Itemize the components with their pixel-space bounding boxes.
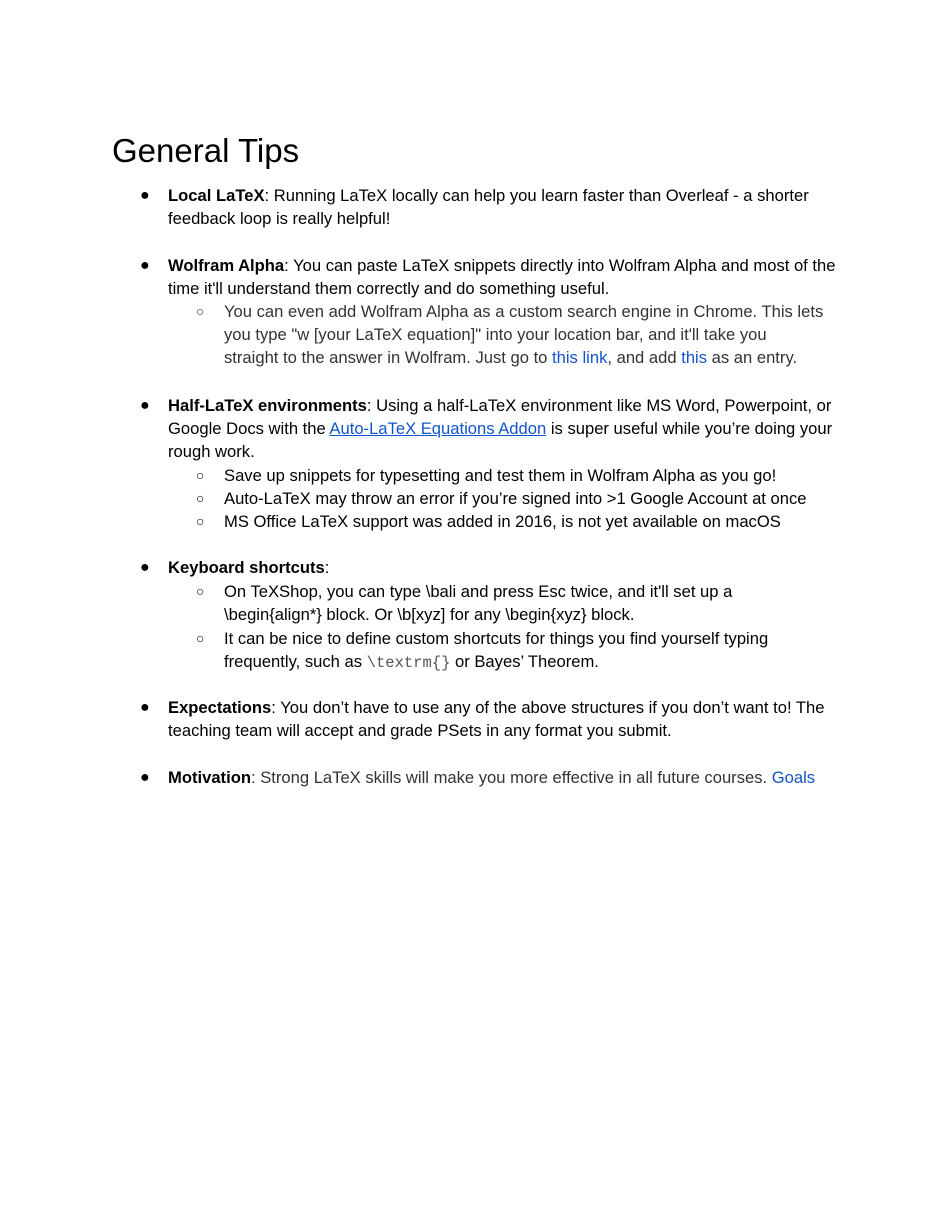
sub-item-text: You can even add Wolfram Alpha as a custom search engine in Chrome. This lets you type "w [your LaTeX equation]" into your location bar, and it'll take you straight to the answer in Wolfram. Just go to <box>224 302 824 368</box>
this-entry-link[interactable]: this <box>681 348 708 368</box>
sub-item-text: Auto-LaTeX may throw an error if you’re signed into >1 Google Account at once <box>224 489 807 508</box>
sub-item-text: It can be nice to define custom shortcuts for things you find yourself typing frequently, such as <box>224 629 769 672</box>
item-term: Half-LaTeX environments <box>168 396 367 415</box>
item-term: Local LaTeX <box>168 186 265 205</box>
list-item-motivation <box>140 766 848 789</box>
list-item-keyboard-shortcuts <box>140 556 848 579</box>
sub-bullet-icon: ○ <box>196 467 205 483</box>
sub-item-half-1 <box>196 464 844 487</box>
item-term: Motivation <box>168 768 251 787</box>
bullet-icon: ● <box>140 769 150 786</box>
sub-bullet-icon: ○ <box>196 583 205 599</box>
sub-item-text-end: or Bayes’ Theorem. <box>450 652 599 672</box>
sub-bullet-icon: ○ <box>196 303 205 319</box>
sub-item-half-3 <box>196 510 844 533</box>
list-item-expectations <box>140 696 828 742</box>
sub-item-text: MS Office LaTeX support was added in 2016, is not yet available on macOS <box>224 512 781 531</box>
sub-item-wolfram-chrome <box>196 300 824 370</box>
sub-item-text-end: as an entry. <box>707 348 798 368</box>
item-text: : You can paste LaTeX snippets directly into Wolfram Alpha and most of the time it'll understand them correctly and do something useful. <box>168 256 836 299</box>
bullet-icon: ● <box>140 187 150 204</box>
sub-bullet-icon: ○ <box>196 490 205 506</box>
item-text: : Running LaTeX locally can help you learn faster than Overleaf - a shorter feedback loop is really helpful! <box>168 186 809 229</box>
page-title: General Tips <box>112 132 300 169</box>
this-link[interactable]: this link <box>552 348 608 368</box>
sub-bullet-icon: ○ <box>196 630 205 646</box>
bullet-icon: ● <box>140 397 150 414</box>
sub-item-texshop <box>196 580 764 626</box>
sub-item-text: On TeXShop, you can type \bali and press Esc twice, and it'll set up a \begin{align*} block. Or \b[xyz] for any \begin{xyz} block. <box>224 582 733 625</box>
item-text: : Strong LaTeX skills will make you more effective in all future courses. <box>250 768 772 787</box>
bullet-icon: ● <box>140 559 150 576</box>
item-text-end: is super useful while you’re doing your rough work. <box>168 419 833 462</box>
sub-item-custom-shortcuts <box>196 627 804 675</box>
auto-latex-addon-link[interactable]: Auto-LaTeX Equations Addon <box>329 419 547 439</box>
item-text: : <box>324 558 330 577</box>
sub-item-text: Save up snippets for typesetting and test them in Wolfram Alpha as you go! <box>224 466 777 485</box>
sub-item-text-mid: , and add <box>607 348 682 368</box>
list-item-half-latex <box>140 394 848 464</box>
bullet-icon: ● <box>140 257 150 274</box>
item-text: : You don’t have to use any of the above structures if you don’t want to! The teaching team will accept and grade PSets in any format you submit. <box>168 698 825 741</box>
sub-item-half-2 <box>196 487 844 510</box>
item-term: Expectations <box>168 698 272 717</box>
list-item-wolfram-alpha <box>140 254 848 300</box>
goals-link[interactable]: Goals <box>771 768 816 787</box>
item-term: Keyboard shortcuts <box>168 558 325 577</box>
textrm-code: \textrm{} <box>366 654 451 673</box>
bullet-icon: ● <box>140 699 150 716</box>
sub-bullet-icon: ○ <box>196 513 205 529</box>
item-text: : Using a half-LaTeX environment like MS Word, Powerpoint, or Google Docs with the <box>168 396 832 439</box>
list-item-local-latex <box>140 184 848 230</box>
item-term: Wolfram Alpha <box>168 256 285 275</box>
